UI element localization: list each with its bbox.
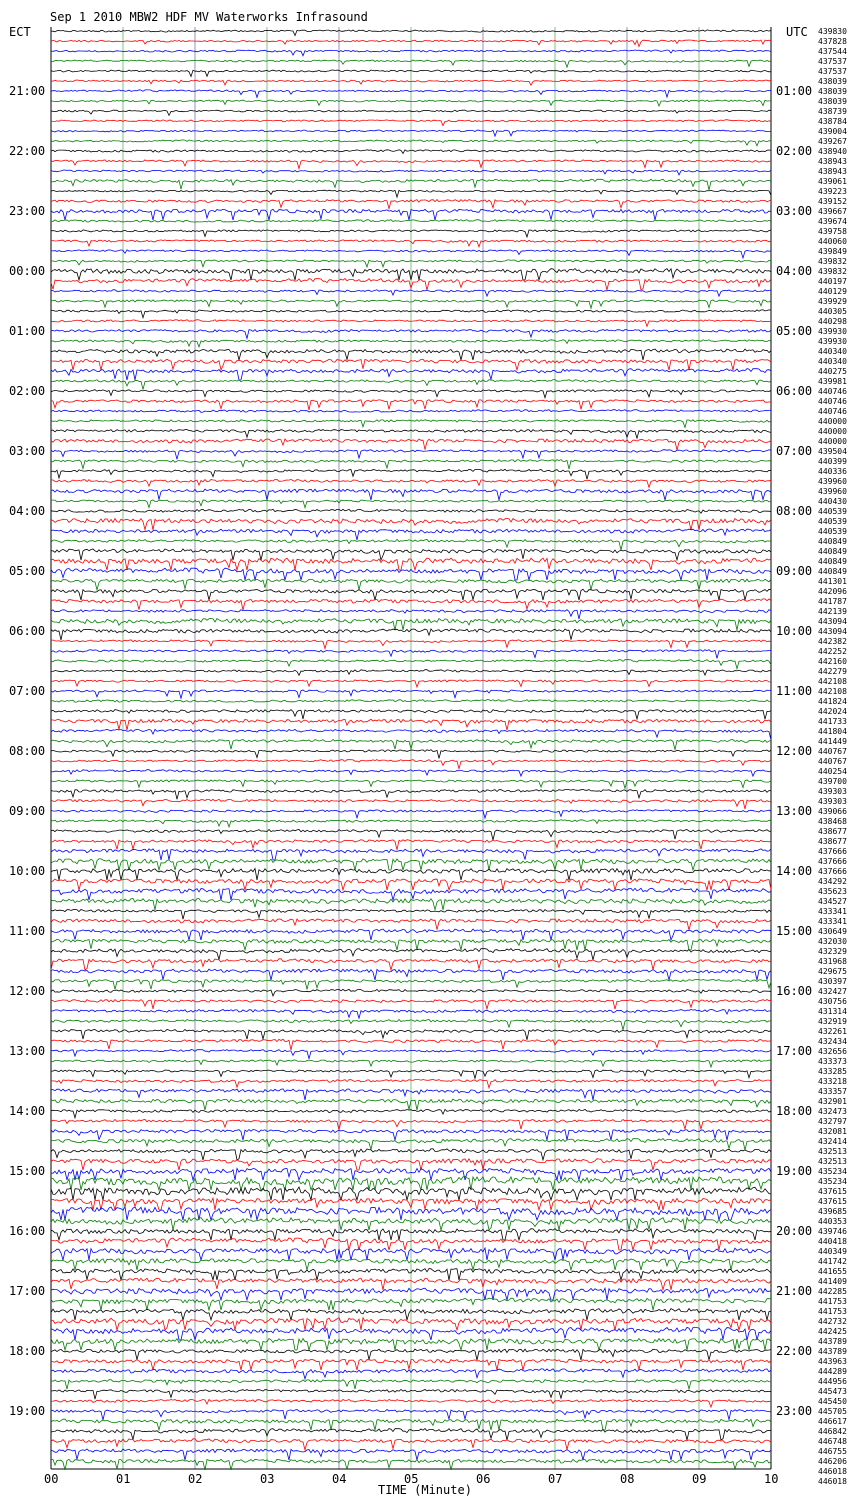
left-hour-label: 08:00 (9, 744, 46, 758)
trace-count-label: 443094 (818, 627, 847, 636)
x-tick-label: 10 (764, 1472, 779, 1486)
left-hour-label: 11:00 (9, 924, 46, 938)
left-hour-label: 09:00 (9, 804, 46, 818)
left-hour-labels (9, 84, 45, 1418)
right-hour-label: 04:00 (776, 264, 813, 278)
trace-count-label: 440418 (818, 1237, 847, 1246)
trace-count-label: 442382 (818, 637, 847, 646)
trace-count-label: 445450 (818, 1397, 847, 1406)
trace-count-label: 438039 (818, 77, 847, 86)
trace-count-label: 444956 (818, 1377, 847, 1386)
right-hour-label: 07:00 (776, 444, 813, 458)
trace-count-label: 439981 (818, 377, 847, 386)
x-tick-label: 08 (620, 1472, 635, 1486)
trace-count-label: 439960 (818, 487, 847, 496)
trace-count-label: 437666 (818, 847, 847, 856)
trace-count-label: 440539 (818, 507, 847, 516)
trace-count-label: 439152 (818, 197, 847, 206)
trace-count-label: 439223 (818, 187, 847, 196)
trace-count-label: 441301 (818, 577, 847, 586)
left-hour-label: 10:00 (9, 864, 46, 878)
right-hour-label: 01:00 (776, 84, 813, 98)
trace-count-label: 439830 (818, 27, 847, 36)
trace-count-label: 437828 (818, 37, 847, 46)
left-hour-label: 17:00 (9, 1284, 46, 1298)
left-hour-label: 18:00 (9, 1344, 46, 1358)
trace-count-label: 440849 (818, 567, 847, 576)
trace-count-label: 445705 (818, 1407, 847, 1416)
right-hour-label: 21:00 (776, 1284, 813, 1298)
trace-count-label: 439504 (818, 447, 847, 456)
trace-count-label: 432030 (818, 937, 847, 946)
trace-count-label: 433285 (818, 1067, 847, 1076)
trace-count-label: 438943 (818, 157, 847, 166)
trace-count-label: 443789 (818, 1337, 847, 1346)
trace-count-label: 439849 (818, 247, 847, 256)
x-tick-label: 04 (332, 1472, 347, 1486)
trace-count-label: 433373 (818, 1057, 847, 1066)
trace-count-label: 438943 (818, 167, 847, 176)
right-hour-label: 20:00 (776, 1224, 813, 1238)
left-hour-label: 22:00 (9, 144, 46, 158)
trace-count-label: 440254 (818, 767, 847, 776)
trace-count-label: 435623 (818, 887, 847, 896)
left-hour-label: 05:00 (9, 564, 46, 578)
trace-count-label: 438784 (818, 117, 847, 126)
trace-count-label: 441787 (818, 597, 847, 606)
trace-count-label: 439930 (818, 337, 847, 346)
trace-count-label: 440000 (818, 437, 847, 446)
left-hour-label: 01:00 (9, 324, 46, 338)
trace-count-label: 433218 (818, 1077, 847, 1086)
trace-count-label: 437537 (818, 57, 847, 66)
trace-count-label: 440849 (818, 547, 847, 556)
trace-count-label: 439758 (818, 227, 847, 236)
trace-count-label: 440767 (818, 747, 847, 756)
trace-count-label: 440197 (818, 277, 847, 286)
right-hour-label: 19:00 (776, 1164, 813, 1178)
trace-count-label: 433357 (818, 1087, 847, 1096)
trace-count-label: 439267 (818, 137, 847, 146)
right-hour-label: 15:00 (776, 924, 813, 938)
trace-count-label: 439685 (818, 1207, 847, 1216)
trace-count-label: 446018 (818, 1467, 847, 1476)
trace-count-label: 442139 (818, 607, 847, 616)
trace-count-label: 432513 (818, 1147, 847, 1156)
right-axis-title: UTC (786, 25, 808, 39)
trace-count-label: 440539 (818, 527, 847, 536)
trace-count-label: 430756 (818, 997, 847, 1006)
trace-count-label: 438940 (818, 147, 847, 156)
trace-count-label: 429675 (818, 967, 847, 976)
right-hour-label: 18:00 (776, 1104, 813, 1118)
right-hour-label: 22:00 (776, 1344, 813, 1358)
trace-count-label: 434527 (818, 897, 847, 906)
trace-count-label: 442285 (818, 1287, 847, 1296)
trace-count-label: 432081 (818, 1127, 847, 1136)
trace-count-label: 446617 (818, 1417, 847, 1426)
trace-count-label: 441753 (818, 1297, 847, 1306)
trace-count-label: 430397 (818, 977, 847, 986)
trace-count-label: 432414 (818, 1137, 847, 1146)
chart-title: Sep 1 2010 MBW2 HDF MV Waterworks Infrasound (50, 10, 368, 24)
trace-count-label: 440746 (818, 397, 847, 406)
trace-count-label: 440539 (818, 517, 847, 526)
trace-count-label: 433341 (818, 907, 847, 916)
trace-count-label: 438677 (818, 827, 847, 836)
trace-count-label: 439066 (818, 807, 847, 816)
trace-count-label: 431968 (818, 957, 847, 966)
trace-count-label: 439700 (818, 777, 847, 786)
trace-count-label: 440849 (818, 537, 847, 546)
trace-count-label: 440340 (818, 347, 847, 356)
trace-count-label: 435234 (818, 1167, 847, 1176)
x-tick-label: 09 (692, 1472, 707, 1486)
trace-count-label: 440000 (818, 427, 847, 436)
trace-count-label: 440849 (818, 557, 847, 566)
left-hour-label: 02:00 (9, 384, 46, 398)
trace-count-label: 432901 (818, 1097, 847, 1106)
trace-count-label: 437615 (818, 1187, 847, 1196)
left-hour-label: 21:00 (9, 84, 46, 98)
trace-count-label: 438039 (818, 87, 847, 96)
left-hour-label: 03:00 (9, 444, 46, 458)
trace-count-label: 439667 (818, 207, 847, 216)
trace-count-label: 442279 (818, 667, 847, 676)
trace-count-label: 440340 (818, 357, 847, 366)
right-hour-label: 12:00 (776, 744, 813, 758)
trace-count-label: 443789 (818, 1347, 847, 1356)
right-hour-label: 11:00 (776, 684, 813, 698)
trace-count-labels (818, 27, 847, 1486)
left-hour-label: 19:00 (9, 1404, 46, 1418)
trace-count-label: 432261 (818, 1027, 847, 1036)
trace-count-label: 438739 (818, 107, 847, 116)
left-hour-label: 06:00 (9, 624, 46, 638)
trace-count-label: 437615 (818, 1197, 847, 1206)
trace-count-label: 437666 (818, 857, 847, 866)
left-hour-label: 04:00 (9, 504, 46, 518)
x-tick-label: 02 (188, 1472, 203, 1486)
trace-count-label: 445473 (818, 1387, 847, 1396)
trace-count-label: 440336 (818, 467, 847, 476)
trace-count-label: 439746 (818, 1227, 847, 1236)
trace-count-label: 440000 (818, 417, 847, 426)
trace-count-label: 442425 (818, 1327, 847, 1336)
trace-count-label: 442108 (818, 687, 847, 696)
trace-count-label: 441824 (818, 697, 847, 706)
trace-count-label: 432656 (818, 1047, 847, 1056)
right-hour-label: 16:00 (776, 984, 813, 998)
trace-count-label: 446018 (818, 1477, 847, 1486)
trace-count-label: 440349 (818, 1247, 847, 1256)
trace-count-label: 438039 (818, 97, 847, 106)
trace-count-label: 437537 (818, 67, 847, 76)
trace-count-label: 440746 (818, 387, 847, 396)
trace-count-label: 440767 (818, 757, 847, 766)
left-axis-title: ECT (9, 25, 31, 39)
trace-count-label: 432513 (818, 1157, 847, 1166)
trace-count-label: 440275 (818, 367, 847, 376)
left-hour-label: 13:00 (9, 1044, 46, 1058)
trace-count-label: 441409 (818, 1277, 847, 1286)
trace-count-label: 442096 (818, 587, 847, 596)
trace-count-label: 432919 (818, 1017, 847, 1026)
right-hour-label: 03:00 (776, 204, 813, 218)
left-hour-label: 07:00 (9, 684, 46, 698)
right-hour-label: 10:00 (776, 624, 813, 638)
trace-count-label: 433341 (818, 917, 847, 926)
trace-count-label: 438468 (818, 817, 847, 826)
left-hour-label: 14:00 (9, 1104, 46, 1118)
trace-count-label: 439832 (818, 267, 847, 276)
trace-count-label: 438677 (818, 837, 847, 846)
trace-count-label: 446755 (818, 1447, 847, 1456)
trace-count-label: 432329 (818, 947, 847, 956)
right-hour-labels (776, 84, 812, 1418)
trace-count-label: 442252 (818, 647, 847, 656)
left-hour-label: 16:00 (9, 1224, 46, 1238)
trace-count-label: 439674 (818, 217, 847, 226)
trace-count-label: 437544 (818, 47, 847, 56)
trace-count-label: 442108 (818, 677, 847, 686)
x-axis-title: TIME (Minute) (378, 1483, 472, 1497)
trace-count-label: 446842 (818, 1427, 847, 1436)
trace-count-label: 439930 (818, 327, 847, 336)
left-hour-label: 12:00 (9, 984, 46, 998)
x-tick-label: 05 (404, 1472, 419, 1486)
trace-count-label: 441449 (818, 737, 847, 746)
x-tick-label: 06 (476, 1472, 491, 1486)
trace-count-label: 439832 (818, 257, 847, 266)
left-hour-label: 15:00 (9, 1164, 46, 1178)
trace-count-label: 439303 (818, 797, 847, 806)
trace-count-label: 442732 (818, 1317, 847, 1326)
trace-count-label: 440305 (818, 307, 847, 316)
trace-count-label: 442024 (818, 707, 847, 716)
trace-count-label: 443094 (818, 617, 847, 626)
trace-count-label: 432434 (818, 1037, 847, 1046)
trace-count-label: 440399 (818, 457, 847, 466)
trace-count-label: 440746 (818, 407, 847, 416)
trace-count-label: 439929 (818, 297, 847, 306)
right-hour-label: 23:00 (776, 1404, 813, 1418)
trace-count-label: 440430 (818, 497, 847, 506)
trace-count-label: 439061 (818, 177, 847, 186)
trace-count-label: 446748 (818, 1437, 847, 1446)
trace-count-label: 432473 (818, 1107, 847, 1116)
trace-count-label: 442160 (818, 657, 847, 666)
right-hour-label: 17:00 (776, 1044, 813, 1058)
trace-count-label: 432427 (818, 987, 847, 996)
trace-count-label: 441742 (818, 1257, 847, 1266)
left-hour-label: 00:00 (9, 264, 46, 278)
trace-count-label: 441753 (818, 1307, 847, 1316)
trace-count-label: 446206 (818, 1457, 847, 1466)
trace-count-label: 434292 (818, 877, 847, 886)
right-hour-label: 02:00 (776, 144, 813, 158)
trace-count-label: 440129 (818, 287, 847, 296)
trace-count-label: 439960 (818, 477, 847, 486)
right-hour-label: 14:00 (776, 864, 813, 878)
trace-count-label: 440060 (818, 237, 847, 246)
trace-count-label: 440298 (818, 317, 847, 326)
trace-count-label: 439303 (818, 787, 847, 796)
right-hour-label: 05:00 (776, 324, 813, 338)
trace-count-label: 430649 (818, 927, 847, 936)
trace-count-label: 441655 (818, 1267, 847, 1276)
x-tick-label: 00 (44, 1472, 59, 1486)
x-tick-label: 07 (548, 1472, 563, 1486)
trace-count-label: 444289 (818, 1367, 847, 1376)
trace-count-label: 441804 (818, 727, 847, 736)
right-hour-label: 09:00 (776, 564, 813, 578)
trace-count-label: 441733 (818, 717, 847, 726)
trace-count-label: 437666 (818, 867, 847, 876)
trace-count-label: 443963 (818, 1357, 847, 1366)
right-hour-label: 08:00 (776, 504, 813, 518)
x-tick-label: 01 (116, 1472, 131, 1486)
x-tick-label: 03 (260, 1472, 275, 1486)
trace-count-label: 431314 (818, 1007, 847, 1016)
trace-count-label: 432797 (818, 1117, 847, 1126)
right-hour-label: 06:00 (776, 384, 813, 398)
right-hour-label: 13:00 (776, 804, 813, 818)
left-hour-label: 23:00 (9, 204, 46, 218)
trace-count-label: 439004 (818, 127, 847, 136)
trace-count-label: 440353 (818, 1217, 847, 1226)
trace-count-label: 435234 (818, 1177, 847, 1186)
